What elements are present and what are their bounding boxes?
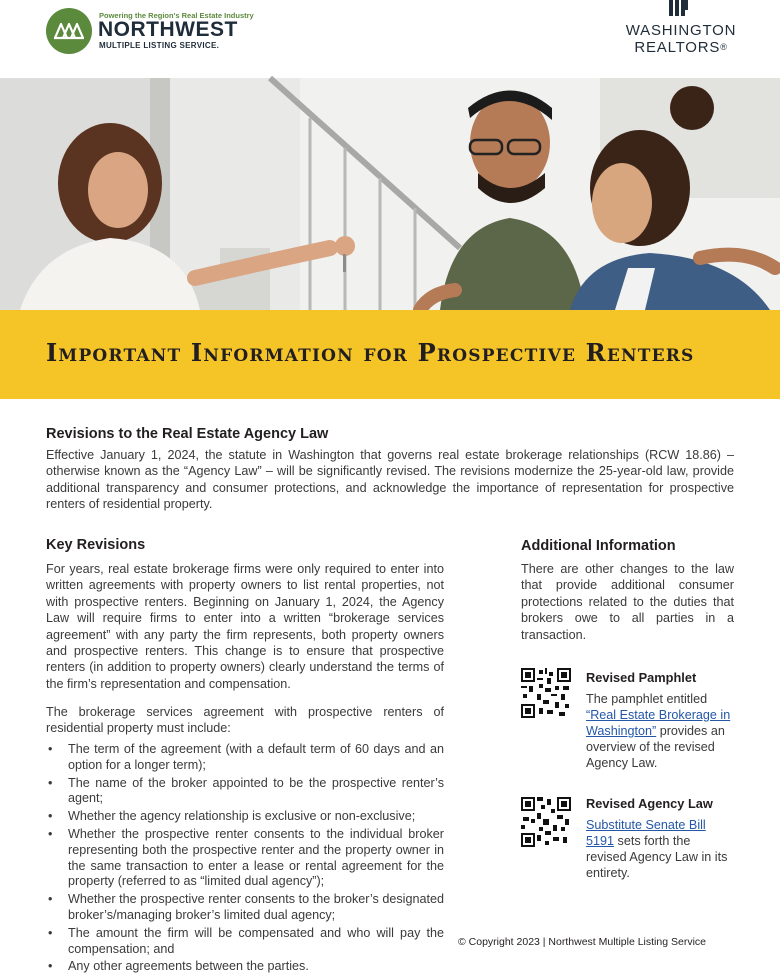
list-item: • Whether the prospective renter consents to the broker’s designated broker’s/managing broker’s limited dual agency;	[46, 892, 444, 924]
pamphlet-text-before: The pamphlet entitled	[586, 692, 708, 706]
key-revisions-heading: Key Revisions	[46, 537, 146, 553]
list-item: • The name of the broker appointed to be the prospective renter’s agent;	[46, 776, 444, 808]
pamphlet-text-after: provides an overview of the revised Agency Law.	[586, 724, 725, 770]
additional-info-heading: Additional Information	[521, 538, 676, 554]
revisions-heading: Revisions to the Real Estate Agency Law	[46, 426, 329, 442]
revised-agency-law-text	[586, 817, 734, 881]
agreement-requirements-list	[46, 742, 444, 977]
pamphlet-link[interactable]: “Real Estate Brokerage in Washington”	[586, 708, 731, 738]
wr-name-text: REALTORS	[634, 39, 721, 56]
agency-law-qr-code-icon[interactable]	[521, 797, 571, 847]
senate-bill-link[interactable]: Substitute Senate Bill 5191	[586, 818, 706, 848]
page-header	[0, 0, 780, 78]
wr-name-line1: WASHINGTON	[625, 22, 737, 39]
key-revisions-para1: For years, real estate brokerage firms were only required to enter into written agreements with property owners to list rental properties, not with prospective renters. Beginning on January 1, 2024, the Agency Law will require firms to enter into a written “brokerage services agreement” with any party the firm represents, both property owners and prospective renters. This change is to ensure that prospective renters (in addition to property owners) clearly understand the terms of the firm’s representation and compensation.	[46, 562, 444, 691]
list-item: • The term of the agreement (with a default term of 60 days and an option for a longer term);	[46, 742, 444, 774]
nwmls-subname: MULTIPLE LISTING SERVICE.	[99, 41, 220, 50]
revised-pamphlet-text	[586, 691, 734, 771]
key-revisions-para2: The brokerage services agreement with prospective renters of residential property must include:	[46, 705, 444, 736]
nwmls-name: NORTHWEST	[98, 18, 238, 41]
agency-law-text-after: sets forth the revised Agency Law in its entirety.	[586, 834, 728, 880]
additional-info-body: There are other changes to the law that provide additional consumer protections related to the duties that brokers owe to all parties in a transaction.	[521, 562, 734, 642]
revised-pamphlet-heading: Revised Pamphlet	[586, 670, 697, 685]
washington-realtors-name	[622, 22, 740, 56]
copyright-notice: © Copyright 2023 | Northwest Multiple Listing Service	[458, 936, 706, 948]
revisions-body: Effective January 1, 2024, the statute in Washington that governs real estate brokerage relationships (RCW 18.86) – otherwise known as the “Agency Law” – will be significantly revised. The revisions modernize the 25-year-old law, provide additional transparency and consumer protections, and acknowledge the importance of representation for prospective renters of residential property.	[46, 448, 734, 512]
washington-realtors-logo-icon	[667, 0, 691, 18]
nwmls-logo-icon	[46, 8, 92, 54]
hero-photo	[0, 78, 780, 310]
list-item: • Whether the prospective renter consents to the individual broker representing both the prospective renter and the property owner in the same transaction to enter a lease or rental agreement for the property (referred to as “limited dual agency”);	[46, 827, 444, 890]
page-title: Important Information for Prospective Renters	[46, 338, 695, 367]
revised-agency-law-heading: Revised Agency Law	[586, 796, 713, 811]
list-item: • Whether the agency relationship is exclusive or non-exclusive;	[46, 809, 444, 825]
wr-name-line2: REALTORS®	[634, 39, 728, 56]
nwmls-tagline: Powering the Region's Real Estate Industry	[99, 11, 254, 20]
list-item: • The amount the firm will be compensated and who will pay the compensation; and	[46, 926, 444, 958]
list-item: • Any other agreements between the parties.	[46, 959, 444, 975]
pamphlet-qr-code-icon[interactable]	[521, 668, 571, 718]
